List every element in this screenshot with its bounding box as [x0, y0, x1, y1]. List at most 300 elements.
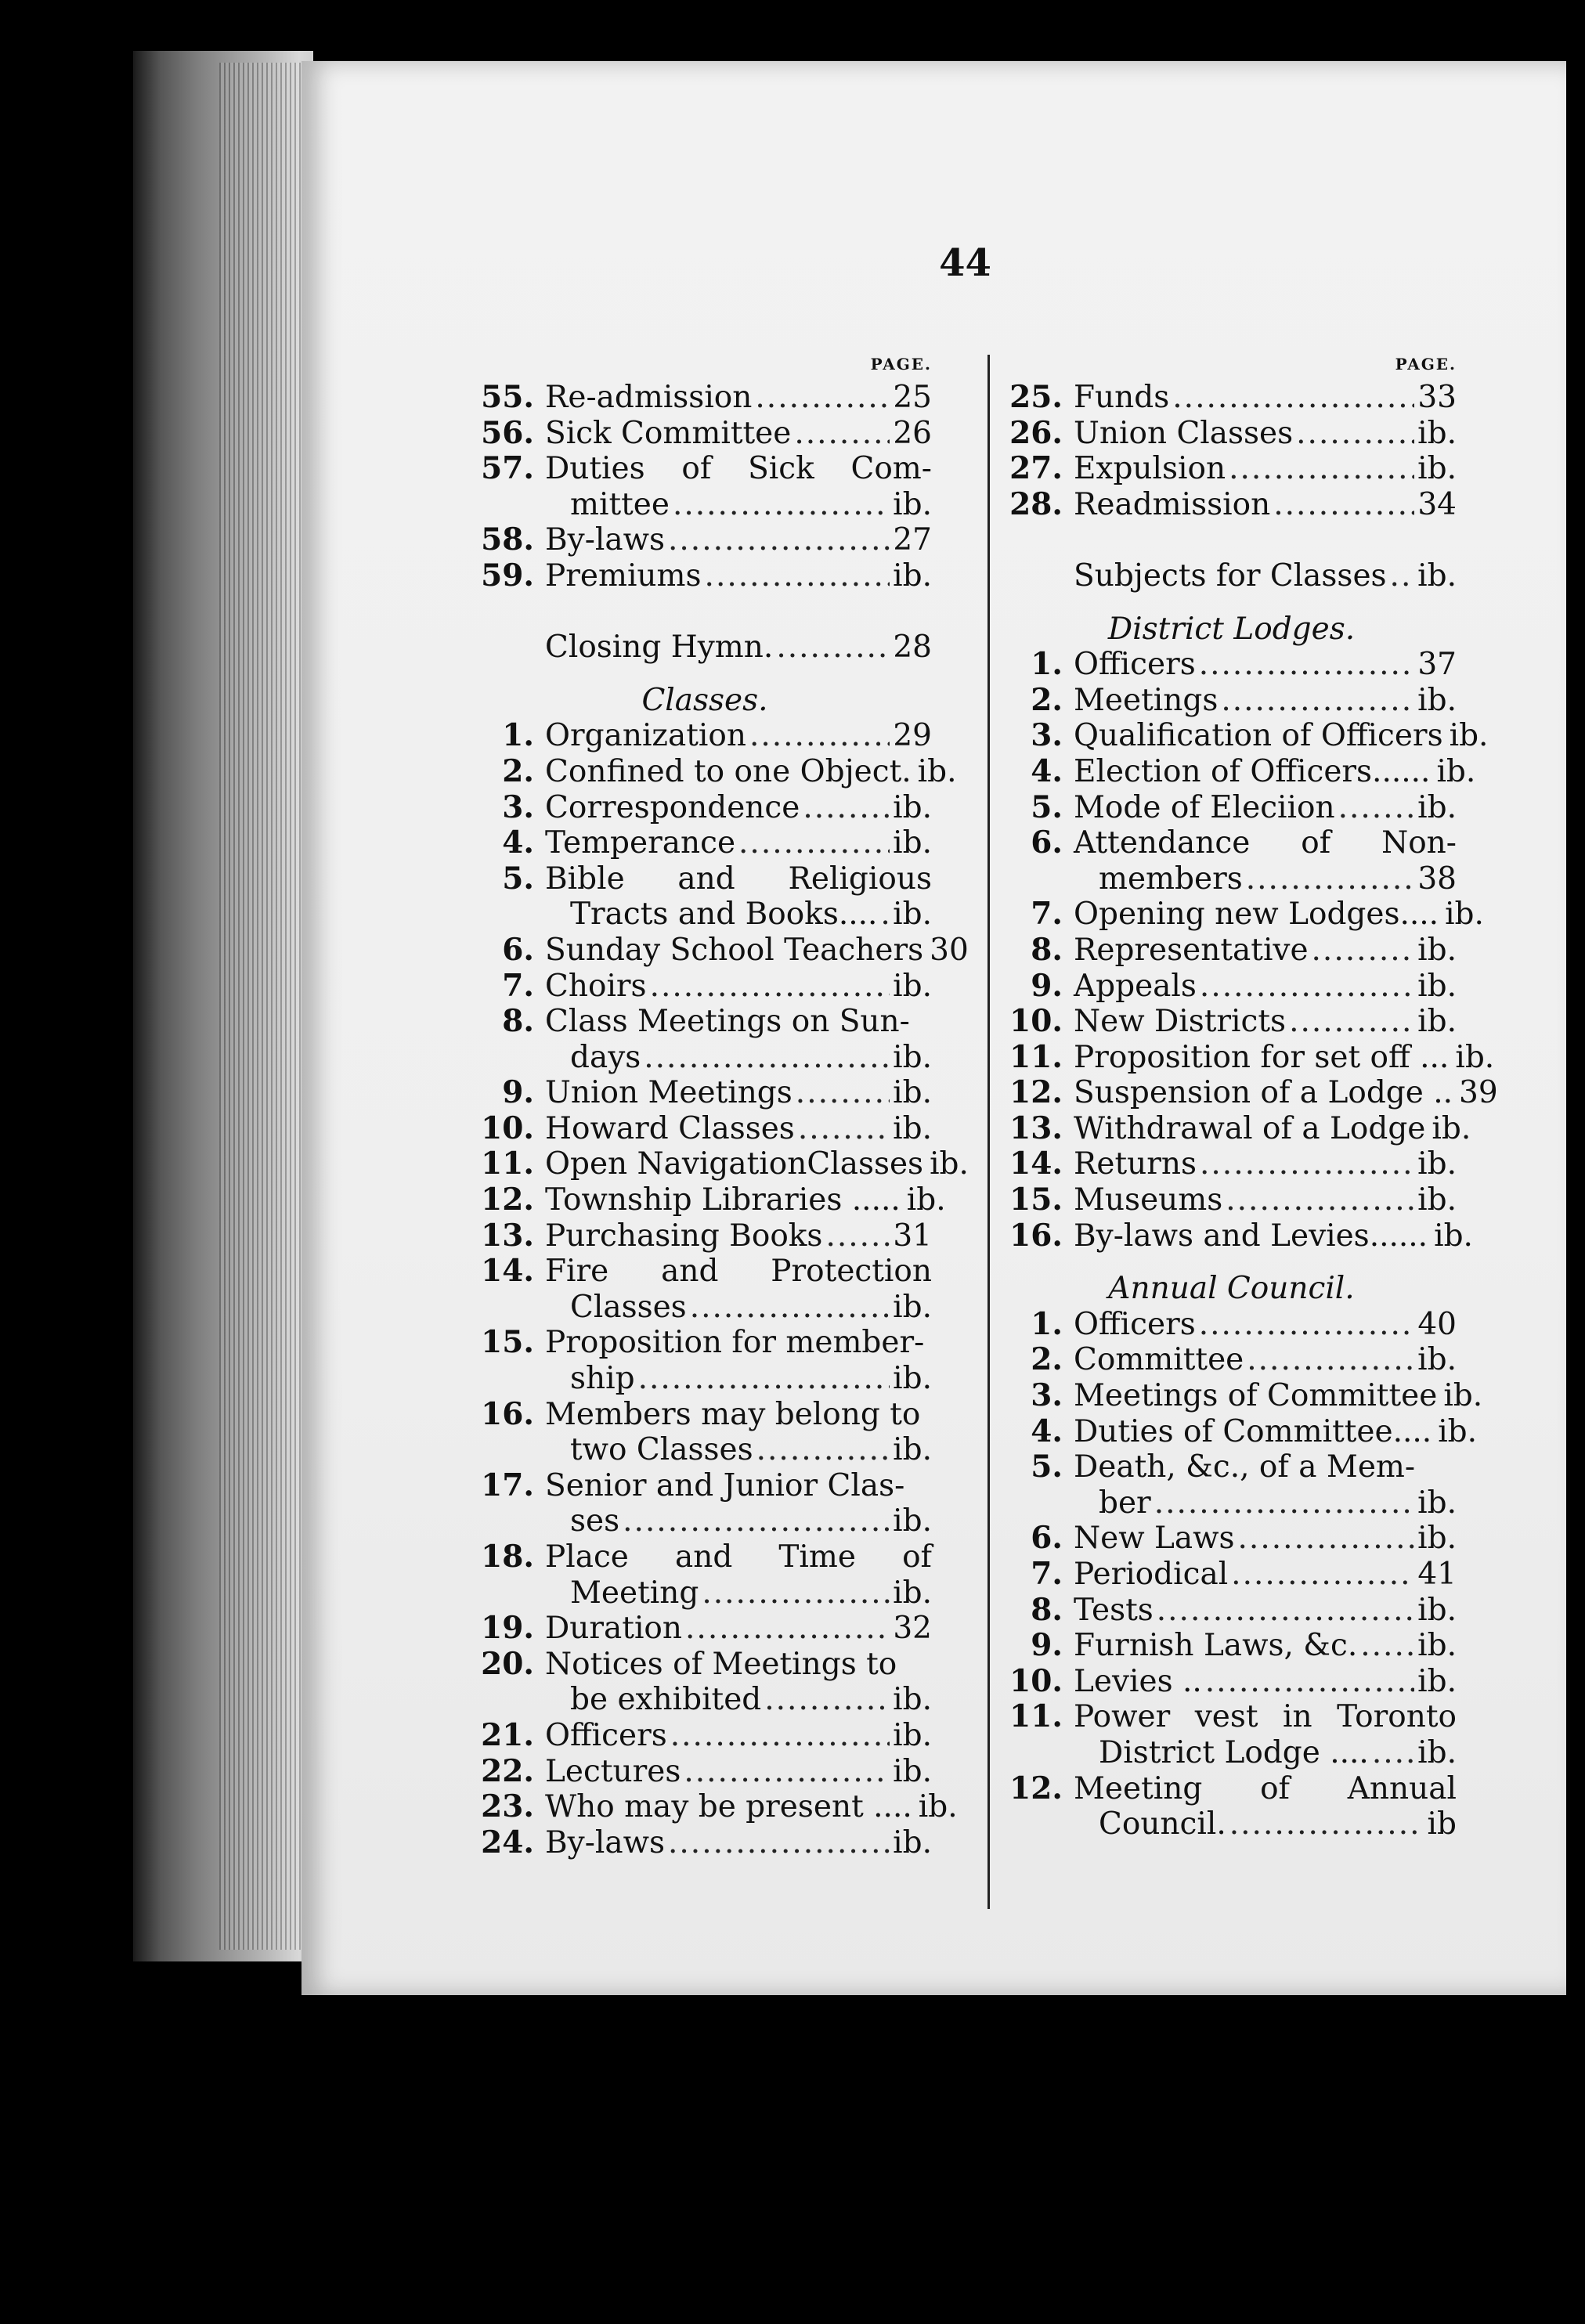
dot-leader — [1360, 1628, 1414, 1664]
entry-page: ib. — [893, 1110, 932, 1146]
entry-number: 11. — [1009, 1698, 1063, 1735]
entry-title-continued: ber — [1099, 1485, 1151, 1521]
index-entry — [478, 1325, 932, 1361]
index-entry — [478, 969, 932, 1005]
entry-title: Senior and Junior Clas- — [545, 1467, 905, 1503]
page-column-header: PAGE. — [870, 355, 932, 374]
entry-title: Officers — [545, 1717, 667, 1753]
entry-title-word: Attendance — [1074, 825, 1251, 861]
entry-number: 7. — [1031, 896, 1063, 933]
entry-title-continued: mittee — [570, 486, 670, 522]
entry-page: 31 — [893, 1218, 932, 1254]
entry-page: ib. — [893, 789, 932, 825]
index-entry — [1006, 647, 1457, 683]
entry-title: Funds — [1074, 380, 1170, 415]
entry-title: Re-admission — [545, 380, 753, 415]
entry-number: 10. — [1009, 1003, 1063, 1040]
entry-title: Meetings of Committee — [1074, 1378, 1438, 1414]
entry-page: ib. — [1417, 1734, 1457, 1770]
index-entry-continuation — [1006, 1806, 1457, 1842]
index-entry — [478, 752, 957, 790]
entry-title: Sunday School Teachers — [545, 932, 924, 968]
index-entry — [1006, 380, 1457, 416]
entry-number: 17. — [481, 1467, 534, 1503]
entry-title-word: Bible — [545, 861, 625, 897]
entry-number: 12. — [481, 1182, 534, 1218]
entry-page: ib. — [1436, 753, 1476, 789]
entry-page: 30 — [930, 932, 969, 968]
entry-page: 33 — [1417, 380, 1457, 415]
entry-title-word: Annual — [1347, 1770, 1457, 1806]
dot-leader — [1157, 1593, 1414, 1629]
index-entry-continuation — [478, 1503, 932, 1539]
index-entry — [478, 522, 932, 558]
dot-leader — [1246, 861, 1415, 897]
entry-number: 7. — [1031, 1556, 1063, 1592]
entry-title — [1074, 825, 1457, 861]
entry-number: 9. — [1031, 1627, 1063, 1664]
entry-page: ib. — [893, 1753, 932, 1789]
dot-leader — [803, 790, 890, 826]
entry-number: 58. — [481, 521, 534, 558]
entry-number: 4. — [1031, 752, 1063, 789]
index-entry — [1006, 1182, 1457, 1218]
entry-number: 3. — [1031, 1377, 1063, 1414]
entry-number: 6. — [1031, 1520, 1063, 1557]
dot-leader — [755, 380, 890, 416]
index-entry — [1006, 1628, 1457, 1664]
dot-leader — [1172, 380, 1414, 416]
entry-number: 14. — [481, 1253, 534, 1290]
dot-leader — [1200, 969, 1414, 1005]
entry-page: ib. — [893, 1039, 932, 1075]
entry-page: ib. — [1417, 1146, 1457, 1182]
entry-page: ib. — [1417, 1521, 1457, 1557]
index-entry — [1006, 896, 1484, 933]
index-entry — [478, 1218, 932, 1254]
entry-title-continued: members — [1099, 861, 1243, 897]
index-entry-continuation — [478, 1040, 932, 1076]
entry-title: New Laws — [1074, 1521, 1235, 1557]
entry-number: 12. — [1009, 1770, 1063, 1806]
entry-title — [545, 861, 932, 897]
index-entry — [478, 1611, 932, 1647]
dot-leader — [1312, 933, 1415, 969]
dot-leader — [749, 718, 890, 754]
entry-page: ib. — [1417, 1004, 1457, 1040]
entry-page: ib. — [1417, 682, 1457, 718]
entry-title — [545, 1539, 932, 1575]
index-entry — [1006, 1771, 1457, 1807]
dot-leader — [1231, 1557, 1414, 1593]
index-entry-continuation — [478, 1575, 932, 1611]
entry-title: Members may belong to — [545, 1396, 921, 1432]
subjects-for-classes-entry — [1006, 558, 1457, 594]
index-entry — [478, 1825, 932, 1861]
entry-title-word: and — [674, 1539, 733, 1575]
entry-title: Proposition for set off ... — [1074, 1039, 1450, 1075]
dot-leader — [1221, 683, 1414, 719]
entry-number: 15. — [1009, 1182, 1063, 1218]
annual-council-entries — [1006, 1305, 1483, 1842]
left-index-column — [478, 355, 969, 1860]
index-entry-continuation — [1006, 861, 1457, 897]
entry-number: 6. — [502, 931, 534, 968]
book-page-edge-lines — [219, 63, 305, 1950]
dot-leader — [1289, 1004, 1414, 1040]
entry-page: ib. — [893, 1824, 932, 1860]
entry-title: Proposition for member- — [545, 1325, 925, 1361]
index-entry — [1006, 1146, 1457, 1182]
entry-title: Subjects for Classes — [1074, 558, 1387, 594]
entry-title: Organization — [545, 718, 746, 754]
entry-number: 11. — [1009, 1038, 1063, 1075]
dot-leader — [1226, 1182, 1414, 1218]
index-entry — [478, 861, 932, 897]
entry-number: 5. — [1031, 1449, 1063, 1485]
entry-number: 13. — [1009, 1110, 1063, 1146]
index-entry-continuation — [478, 1290, 932, 1326]
index-entry — [478, 1539, 932, 1575]
page-number: 44 — [939, 241, 991, 285]
dot-leader — [1199, 1307, 1415, 1343]
index-entry-continuation — [1006, 1735, 1457, 1771]
entry-page: ib. — [1432, 1110, 1471, 1146]
entry-title: Duration — [545, 1611, 683, 1647]
dot-leader — [1273, 487, 1414, 523]
entry-title: Meetings — [1074, 682, 1219, 718]
entry-page: ib. — [1443, 1378, 1483, 1414]
entry-page: ib. — [893, 486, 932, 522]
dot-leader — [668, 522, 890, 558]
entry-page: ib. — [906, 1182, 946, 1218]
column-divider — [987, 355, 990, 1909]
index-entry-continuation — [478, 897, 932, 933]
entry-title-word: and — [677, 861, 735, 897]
index-entry — [1006, 1664, 1457, 1700]
dot-leader — [756, 1432, 890, 1468]
dot-leader — [644, 1040, 890, 1076]
entry-number: 2. — [1031, 1341, 1063, 1378]
entry-title: Death, &c., of a Mem- — [1074, 1449, 1416, 1485]
entry-title-word: Protection — [771, 1254, 932, 1290]
left-top-entries — [478, 380, 932, 594]
entry-title-word: Place — [545, 1539, 629, 1575]
index-entry — [1006, 752, 1476, 790]
entry-title-word: Com- — [850, 451, 932, 487]
entry-number: 7. — [502, 967, 534, 1004]
entry-title: Levies .. — [1074, 1663, 1202, 1699]
dot-leader — [1338, 790, 1415, 826]
entry-page: ib. — [1417, 932, 1457, 968]
entry-title-continued: Meeting — [570, 1575, 699, 1611]
entry-number: 20. — [481, 1645, 534, 1682]
entry-page: 40 — [1417, 1306, 1457, 1342]
dot-leader — [702, 1575, 890, 1611]
entry-title-continued: Council. — [1099, 1806, 1226, 1842]
entry-title: Expulsion — [1074, 451, 1226, 487]
entry-number: 27. — [1009, 450, 1063, 487]
index-entry — [1006, 790, 1457, 826]
entry-title: Periodical — [1074, 1557, 1229, 1592]
entry-page: 26 — [893, 415, 932, 451]
dot-leader — [1372, 1735, 1414, 1771]
entry-page: ib. — [930, 1146, 969, 1182]
entry-number: 15. — [481, 1324, 534, 1361]
entry-title — [545, 451, 932, 487]
dot-leader — [650, 969, 890, 1005]
dot-leader — [1154, 1485, 1414, 1521]
entry-number: 12. — [1009, 1074, 1063, 1111]
entry-page: ib. — [893, 897, 932, 933]
entry-title: Class Meetings on Sun- — [545, 1004, 910, 1040]
index-entry-continuation — [478, 487, 932, 523]
entry-number: 14. — [1009, 1146, 1063, 1182]
index-entry — [1006, 825, 1457, 861]
entry-title: Closing Hymn. — [545, 630, 774, 666]
entry-title: Purchasing Books — [545, 1218, 823, 1254]
entry-number: 19. — [481, 1610, 534, 1647]
entry-number: 3. — [502, 788, 534, 825]
entry-page: ib. — [893, 558, 932, 594]
entry-number: 2. — [1031, 681, 1063, 718]
entry-number: 8. — [1031, 931, 1063, 968]
entry-title: Choirs — [545, 968, 647, 1004]
index-entry — [1006, 1699, 1457, 1735]
entry-number: 26. — [1009, 414, 1063, 451]
entry-title: Notices of Meetings to — [545, 1646, 897, 1682]
entry-title: Duties of Committee.... — [1074, 1413, 1432, 1449]
entry-title: Opening new Lodges.... — [1074, 897, 1439, 933]
entry-title: Mode of Eleciion — [1074, 789, 1335, 825]
entry-title: Howard Classes — [545, 1110, 795, 1146]
entry-number: 8. — [1031, 1591, 1063, 1628]
entry-page: ib. — [893, 1432, 932, 1468]
entry-page: 25 — [893, 380, 932, 415]
entry-title — [545, 1254, 932, 1290]
entry-page: ib. — [1417, 451, 1457, 487]
entry-number: 28. — [1009, 485, 1063, 522]
index-entry — [478, 416, 932, 452]
entry-page: ib. — [893, 1503, 932, 1539]
entry-page: 32 — [893, 1611, 932, 1647]
index-entry — [478, 1075, 932, 1111]
entry-page: ib. — [1417, 1592, 1457, 1628]
entry-page: ib. — [1445, 897, 1484, 933]
index-entry — [478, 1647, 932, 1683]
index-entry — [1006, 1110, 1471, 1147]
entry-page: ib. — [918, 1789, 958, 1825]
index-entry — [1006, 1413, 1478, 1450]
entry-number: 4. — [502, 825, 534, 861]
page-column-header: PAGE. — [1395, 355, 1457, 374]
index-entry — [478, 451, 932, 487]
dot-leader — [668, 1825, 890, 1861]
index-entry — [1006, 933, 1457, 969]
entry-title-word: Meeting — [1074, 1770, 1203, 1806]
dot-leader — [705, 558, 890, 594]
index-entry — [1006, 416, 1457, 452]
index-entry — [1006, 683, 1457, 719]
entry-title — [1074, 1699, 1457, 1735]
entry-page: 37 — [1417, 647, 1457, 683]
index-entry — [1006, 1217, 1473, 1254]
right-top-entries — [1006, 380, 1457, 522]
index-entry — [478, 825, 932, 861]
entry-title-word: of — [1260, 1770, 1290, 1806]
entry-page: ib. — [917, 753, 957, 789]
entry-title: Election of Officers...... — [1074, 753, 1431, 789]
index-entry — [1006, 1593, 1457, 1629]
dot-leader — [798, 1111, 890, 1147]
entry-page: ib. — [1417, 968, 1457, 1004]
index-entry — [1006, 1074, 1498, 1111]
entry-number: 10. — [481, 1110, 534, 1146]
entry-number: 18. — [481, 1539, 534, 1575]
entry-title: Who may be present .... — [545, 1789, 912, 1825]
district-lodges-entries — [1006, 646, 1498, 1254]
entry-title-word: Non- — [1381, 825, 1457, 861]
index-entry — [478, 790, 932, 826]
entry-number: 16. — [1009, 1217, 1063, 1254]
entry-page: ib. — [893, 1075, 932, 1111]
dot-leader — [796, 1075, 890, 1111]
index-entry — [478, 1111, 932, 1147]
index-entry — [1006, 717, 1489, 754]
entry-number: 5. — [1031, 788, 1063, 825]
entry-page: ib. — [1417, 1663, 1457, 1699]
dot-leader — [638, 1361, 890, 1397]
index-entry — [478, 1788, 958, 1825]
entry-page: ib. — [893, 1717, 932, 1753]
entry-number: 4. — [1031, 1413, 1063, 1449]
index-entry — [1006, 1377, 1483, 1414]
dot-leader — [880, 897, 890, 933]
entry-title: Returns — [1074, 1146, 1197, 1182]
entry-page: ib. — [1417, 1628, 1457, 1664]
index-entry — [478, 1004, 932, 1040]
entry-title-word: of — [681, 451, 712, 487]
classes-entries — [478, 717, 969, 1860]
entry-page: ib. — [1417, 558, 1457, 594]
entry-number: 24. — [481, 1824, 534, 1860]
entry-page: ib. — [1417, 1485, 1457, 1521]
entry-number: 59. — [481, 557, 534, 594]
dot-leader — [1229, 1806, 1422, 1842]
dot-leader — [1200, 1146, 1414, 1182]
entry-title-word: Sick — [748, 451, 814, 487]
entry-title-continued: Classes — [570, 1289, 687, 1325]
index-entry-continuation — [478, 1682, 932, 1718]
dot-leader — [1205, 1664, 1414, 1700]
entry-number: 57. — [481, 450, 534, 487]
entry-number: 56. — [481, 414, 534, 451]
index-entry — [1006, 969, 1457, 1005]
entry-page: ib. — [1417, 1182, 1457, 1218]
entry-title-word: of — [902, 1539, 932, 1575]
entry-number: 25. — [1009, 379, 1063, 415]
book-page — [301, 61, 1566, 1995]
index-entry — [1006, 487, 1457, 523]
entry-page: ib. — [1449, 718, 1489, 754]
entry-title-word: Toronto — [1337, 1699, 1457, 1735]
entry-title: Readmission — [1074, 486, 1271, 522]
index-entry — [478, 718, 932, 754]
entry-title-word: Power — [1074, 1699, 1171, 1735]
entry-number: 1. — [1031, 646, 1063, 683]
entry-title-continued: District Lodge .... — [1099, 1734, 1369, 1770]
entry-title: Museums — [1074, 1182, 1223, 1218]
entry-title: Correspondence — [545, 789, 800, 825]
entry-title-continued: ses — [570, 1503, 620, 1539]
entry-title: Appeals — [1074, 968, 1197, 1004]
entry-page: 28 — [893, 630, 932, 666]
entry-title-word: Religious — [788, 861, 932, 897]
entry-page: ib. — [1417, 789, 1457, 825]
entry-title-word: Time — [778, 1539, 856, 1575]
dot-leader — [690, 1290, 890, 1326]
index-entry — [1006, 1038, 1495, 1076]
index-entry — [478, 1754, 932, 1790]
dot-leader — [794, 416, 890, 452]
entry-title-continued: days — [570, 1039, 641, 1075]
entry-title: Qualification of Officers — [1074, 718, 1443, 754]
entry-number: 9. — [502, 1074, 534, 1111]
index-entry — [478, 1182, 946, 1218]
entry-title: Township Libraries ..... — [545, 1182, 901, 1218]
dot-leader — [685, 1611, 890, 1647]
dot-leader — [825, 1218, 890, 1254]
index-entry-continuation — [478, 1361, 932, 1397]
entry-title: Suspension of a Lodge .. — [1074, 1075, 1453, 1111]
closing-hymn-entry — [478, 630, 932, 666]
section-heading-annual-council: Annual Council. — [1108, 1271, 1355, 1307]
dot-leader — [684, 1754, 890, 1790]
entry-title-continued: be exhibited — [570, 1682, 762, 1718]
entry-number: 6. — [1031, 825, 1063, 861]
entry-number: 55. — [481, 379, 534, 415]
entry-title: Officers — [1074, 647, 1196, 683]
entry-page: ib. — [893, 825, 932, 861]
entry-title: By-laws — [545, 1824, 665, 1860]
entry-number: 5. — [502, 860, 534, 897]
entry-number: 22. — [481, 1752, 534, 1789]
entry-page: 41 — [1417, 1557, 1457, 1592]
entry-number: 2. — [502, 752, 534, 789]
dot-leader — [1199, 647, 1415, 683]
index-entry — [1006, 1557, 1457, 1593]
entry-page: ib. — [893, 1575, 932, 1611]
index-entry — [478, 558, 932, 594]
dot-leader — [1247, 1342, 1414, 1378]
entry-page: ib. — [1417, 1342, 1457, 1378]
entry-page: ib. — [893, 1289, 932, 1325]
index-entry — [1006, 1449, 1457, 1485]
entry-number: 10. — [1009, 1662, 1063, 1699]
entry-title: Union Meetings — [545, 1075, 792, 1111]
index-entry — [478, 1718, 932, 1754]
entry-number: 11. — [481, 1146, 534, 1182]
entry-number: 13. — [481, 1217, 534, 1254]
dot-leader — [673, 487, 890, 523]
entry-title-continued: Tracts and Books.... — [570, 897, 878, 933]
index-entry — [1006, 1307, 1457, 1343]
entry-number: 3. — [1031, 717, 1063, 754]
entry-page: 27 — [893, 522, 932, 558]
entry-page: ib. — [1434, 1218, 1473, 1254]
entry-title-word: of — [1301, 825, 1331, 861]
dot-leader — [1229, 451, 1414, 487]
